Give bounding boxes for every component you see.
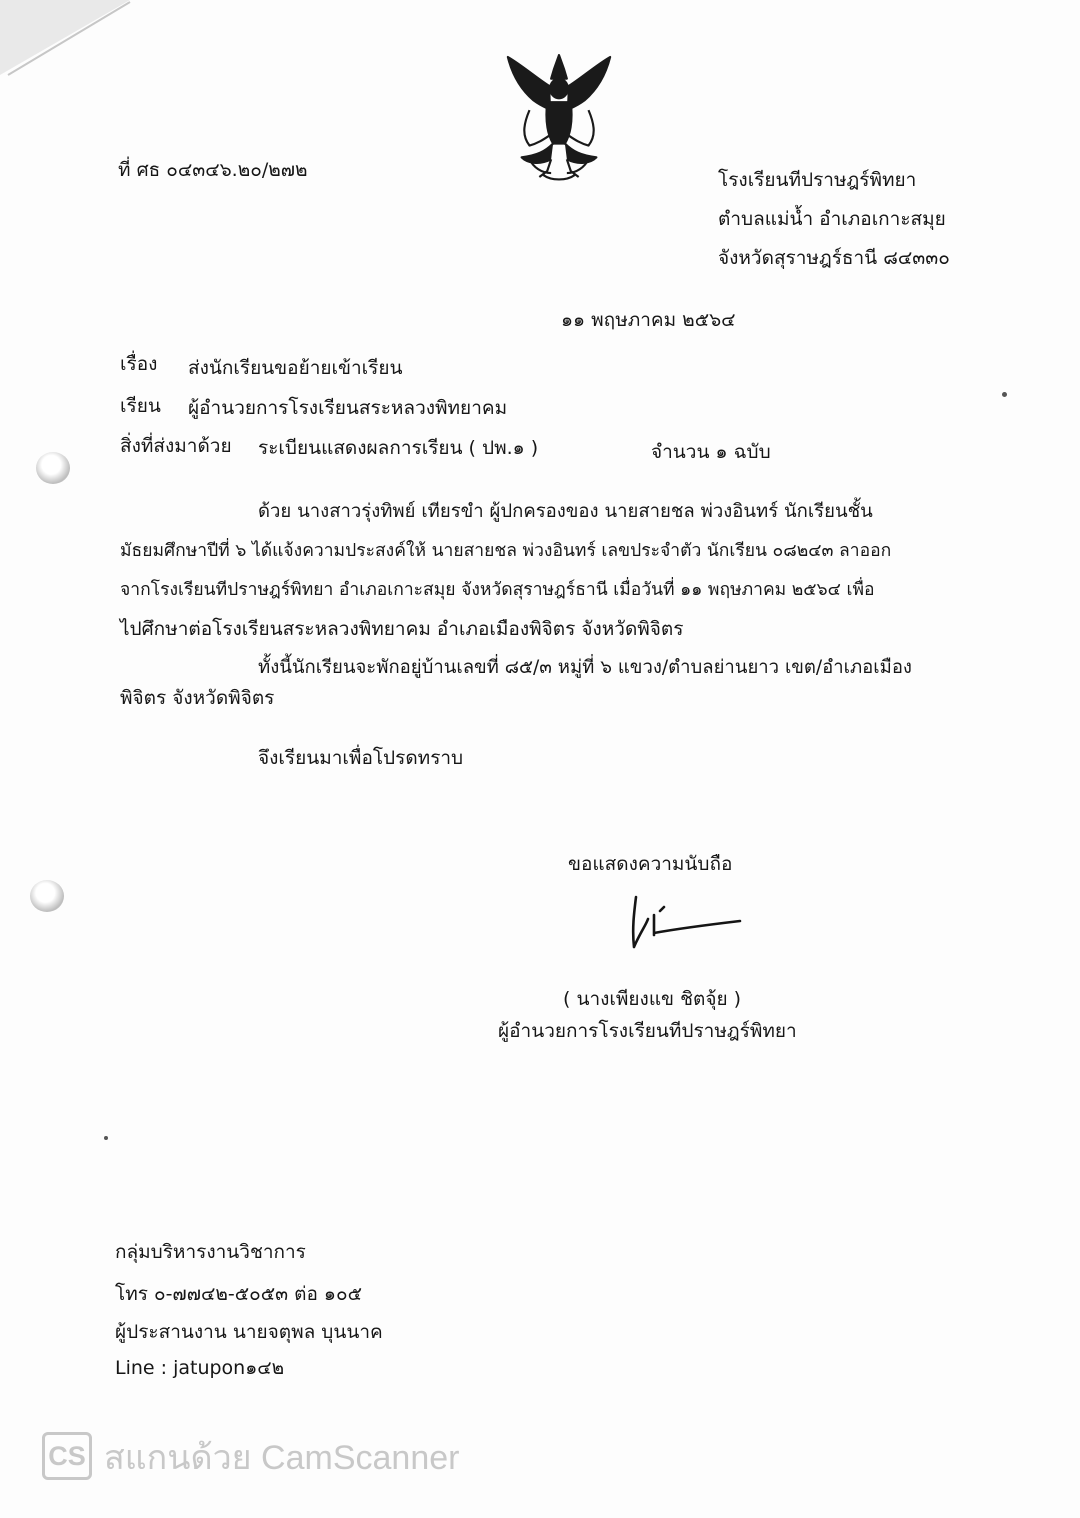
signer-title: ผู้อำนวยการโรงเรียนทีปราษฎร์พิทยา (498, 1020, 797, 1042)
closing-request: จึงเรียนมาเพื่อโปรดทราบ (258, 747, 464, 769)
body-line-5: ทั้งนี้นักเรียนจะพักอยู่บ้านเลขที่ ๘๕/๓ หมู่ที่ ๖ แขวง/ตำบลย่านยาว เขต/อำเภอเมือง (258, 657, 912, 678)
sender-address-line1: ตำบลแม่น้ำ อำเภอเกาะสมุย (718, 208, 946, 230)
footer-phone: โทร ๐-๗๗๔๒-๕๐๕๓ ต่อ ๑๐๕ (115, 1283, 362, 1305)
subject-label: เรื่อง (120, 353, 158, 375)
letter-date: ๑๑ พฤษภาคม ๒๕๖๔ (561, 309, 736, 331)
camscanner-logo: CS (42, 1432, 92, 1480)
garuda-emblem (500, 48, 618, 188)
sender-school-name: โรงเรียนทีปราษฎร์พิทยา (718, 169, 917, 191)
enclosure-text: ระเบียนแสดงผลการเรียน ( ปพ.๑ ) (258, 437, 539, 459)
reference-number: ที่ ศธ ๐๔๓๔๖.๒๐/๒๗๒ (118, 159, 308, 181)
folded-corner-shadow (0, 0, 140, 80)
recipient-text: ผู้อำนวยการโรงเรียนสระหลวงพิทยาคม (188, 397, 508, 419)
body-line-2: มัธยมศึกษาปีที่ ๖ ได้แจ้งความประสงค์ให้ นายสายชล พ่วงอินทร์ เลขประจำตัว นักเรียน ๐๘๒๔๓ ลาออก (120, 541, 892, 561)
body-line-4: ไปศึกษาต่อโรงเรียนสระหลวงพิทยาคม อำเภอเมืองพิจิตร จังหวัดพิจิตร (120, 618, 684, 640)
scan-speck (1002, 392, 1007, 397)
footer-line-id: Line : jatupon๑๔๒ (115, 1357, 285, 1379)
body-line-1: ด้วย นางสาวรุ่งทิพย์ เทียรขำ ผู้ปกครองของ นายสายชล พ่วงอินทร์ นักเรียนชั้น (258, 501, 873, 522)
signer-name: ( นางเพียงแข ชิตจุ้ย ) (563, 988, 742, 1010)
footer-department: กลุ่มบริหารงานวิชาการ (115, 1241, 306, 1263)
recipient-label: เรียน (120, 395, 161, 417)
enclosure-count: จำนวน ๑ ฉบับ (651, 441, 771, 463)
scan-speck (104, 1136, 108, 1140)
enclosure-label: สิ่งที่ส่งมาด้วย (120, 435, 232, 457)
footer-coordinator: ผู้ประสานงาน นายจตุพล บุนนาค (115, 1321, 383, 1343)
sender-address-line2: จังหวัดสุราษฎร์ธานี ๘๔๓๓๐ (718, 247, 950, 269)
body-line-6: พิจิตร จังหวัดพิจิตร (120, 687, 275, 709)
punch-hole-mark (36, 452, 70, 484)
salutation: ขอแสดงความนับถือ (568, 853, 733, 875)
body-line-3: จากโรงเรียนทีปราษฎร์พิทยา อำเภอเกาะสมุย จังหวัดสุราษฎร์ธานี เมื่อวันที่ ๑๑ พฤษภาคม ๒๕๖๔ เพื่อ (120, 580, 875, 600)
punch-hole-mark (30, 880, 64, 912)
camscanner-watermark-text: สแกนด้วย CamScanner (104, 1439, 460, 1477)
subject-text: ส่งนักเรียนขอย้ายเข้าเรียน (188, 357, 403, 379)
handwritten-signature (620, 885, 750, 955)
